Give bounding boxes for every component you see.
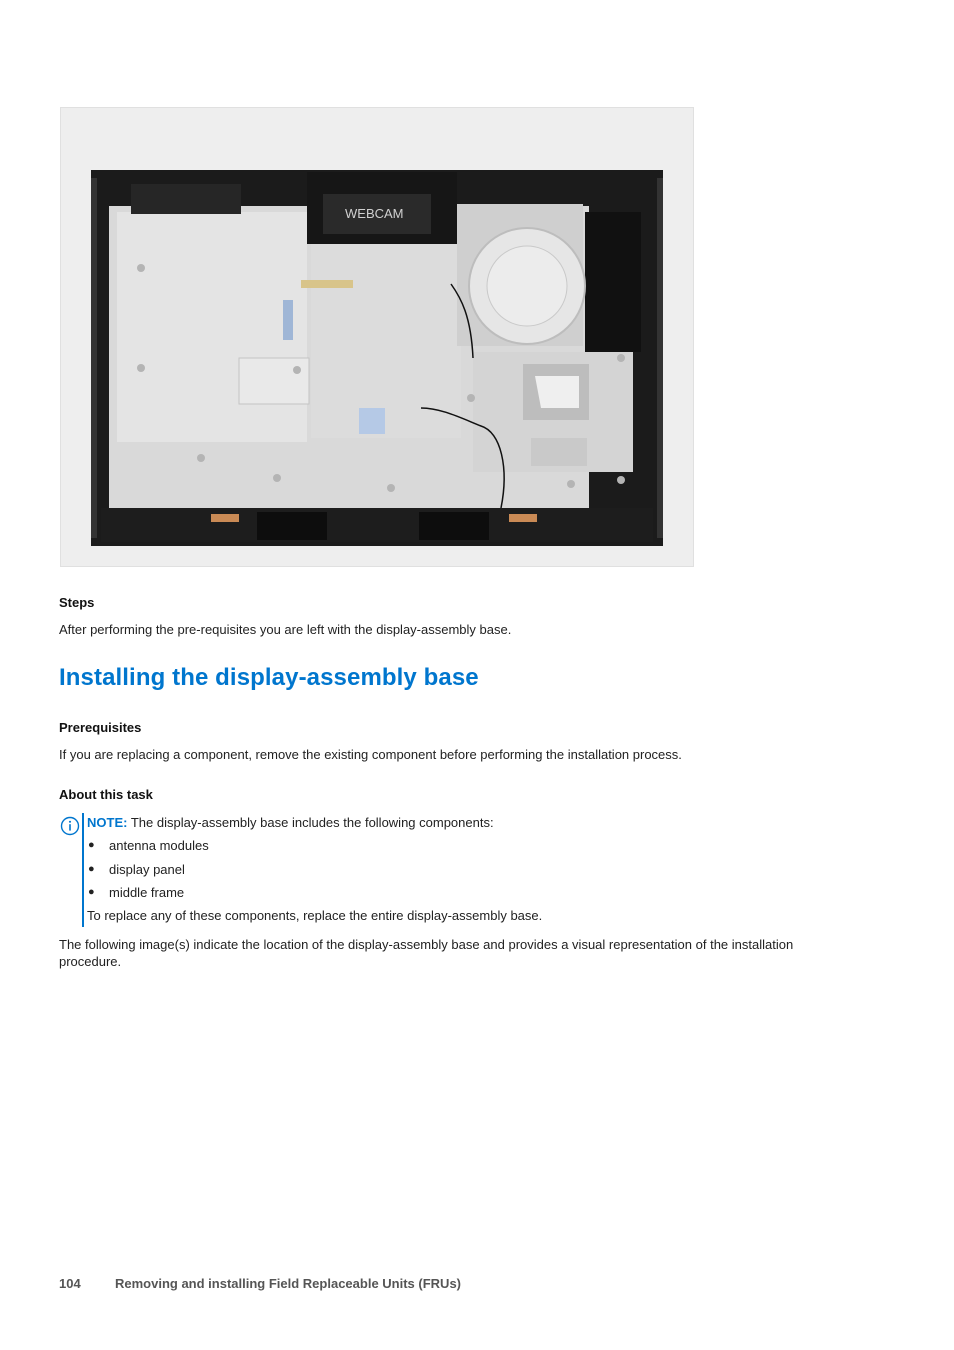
note-text: The display-assembly base includes the following components: — [127, 815, 494, 830]
note-footer: To replace any of these components, replace the entire display-assembly base. — [87, 908, 543, 923]
closing-line-1: The following image(s) indicate the location of the display-assembly base and provides a visual representation of the installation — [59, 937, 794, 952]
note-accent-bar — [82, 813, 84, 927]
steps-heading: Steps — [59, 595, 95, 610]
note-label: NOTE: — [87, 815, 128, 830]
display-assembly-base-figure — [60, 107, 694, 567]
info-icon — [60, 816, 80, 836]
list-item: antenna modules — [109, 838, 209, 853]
bullet-icon: ● — [88, 863, 95, 875]
list-item: middle frame — [109, 885, 185, 900]
webcam-label: WEBCAM — [345, 206, 404, 221]
steps-text: After performing the pre-requisites you are left with the display-assembly base. — [59, 622, 512, 637]
bullet-icon: ● — [88, 886, 95, 898]
prerequisites-text: If you are replacing a component, remove the existing component before performing the installation process. — [59, 747, 682, 762]
display-assembly-base-illustration — [61, 108, 695, 568]
list-item: display panel — [109, 862, 185, 877]
about-task-heading: About this task — [59, 787, 153, 802]
closing-line-2: procedure. — [59, 954, 122, 969]
note-intro — [87, 814, 494, 831]
chapter-title: Removing and installing Field Replaceable Units (FRUs) — [115, 1276, 461, 1291]
section-title: Installing the display-assembly base — [59, 664, 479, 691]
prerequisites-heading: Prerequisites — [59, 720, 142, 735]
page-number: 104 — [59, 1276, 81, 1291]
bullet-icon: ● — [88, 839, 95, 851]
note-block — [60, 813, 920, 929]
